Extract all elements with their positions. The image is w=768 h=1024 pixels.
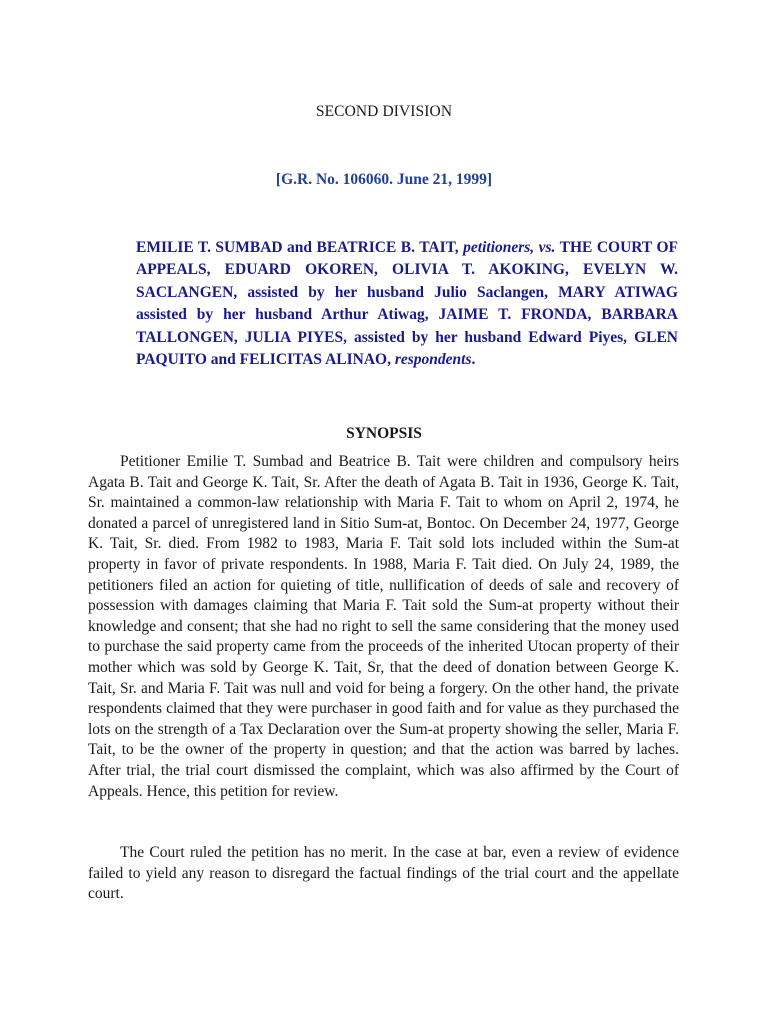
petitioners-role: petitioners, vs. — [463, 239, 556, 256]
division-heading: SECOND DIVISION — [315, 103, 453, 120]
synopsis-paragraph-1: Petitioner Emilie T. Sumbad and Beatrice B. Tait were children and compulsory heirs Agata B. Tait and George K. Tait, Sr. After the death of Agata B. Tait in 1936, George K. Tait, Sr. maintained a common-law relationship with Maria F. Tait to whom on April 2, 1974, he donated a parcel of unregistered land in Sitio Sum-at, Bontoc. On December 24, 1977, George K. Tait, Sr. died. From 1982 to 1983, Maria F. Tait sold lots included within the Sum-at property in favor of private respondents. In 1988, Maria F. Tait died. On July 24, 1989, the petitioners filed an action for quieting of title, nullification of deeds of sale and recovery of possession with damages claiming that Maria F. Tait sold the Sum-at property without their knowledge and consent; that she had no right to sell the same considering that the money used to purchase the said property came from the proceeds of the inherited Utocan property of their mother which was sold by George K. Tait, Sr, that the deed of donation between George K. Tait, Sr. and Maria F. Tait was null and void for being a forgery. On the other hand, the private respondents claimed that they were purchaser in good faith and for value as they purchased the lots on the strength of a Tax Declaration over the Sum-at property showing the seller, Maria F. Tait, to be the owner of the property in question; and that the action was barred by laches. After trial, the trial court dismissed the complaint, which was also affirmed by the Court of Appeals. Hence, this petition for review. — [88, 453, 679, 800]
case-parties — [136, 237, 678, 371]
synopsis-paragraph-2: The Court ruled the petition has no merit. In the case at bar, even a review of evidence failed to yield any reason to disregard the factual findings of the trial court and the appellate court. — [88, 844, 679, 903]
parties-end-punctuation: . — [471, 351, 476, 369]
respondents-names: THE COURT OF APPEALS, EDUARD OKOREN, OLIVIA T. AKOKING, EVELYN W. SACLANGEN, assisted by her husband Julio Saclangen, MARY ATIWAG assisted by her husband Arthur Atiwag, JAIME T. FRONDA, BARBARA TALLONGEN, JULIA PIYES, assisted by her husband Edward Piyes, GLEN PAQUITO and FELICITAS ALINAO, — [136, 239, 678, 369]
respondents-role: respondents — [394, 351, 472, 369]
synopsis-heading: SYNOPSIS — [346, 425, 422, 442]
petitioners-names: EMILIE T. SUMBAD and BEATRICE B. TAIT, — [136, 239, 459, 256]
case-number: [G.R. No. 106060. June 21, 1999] — [275, 171, 493, 188]
